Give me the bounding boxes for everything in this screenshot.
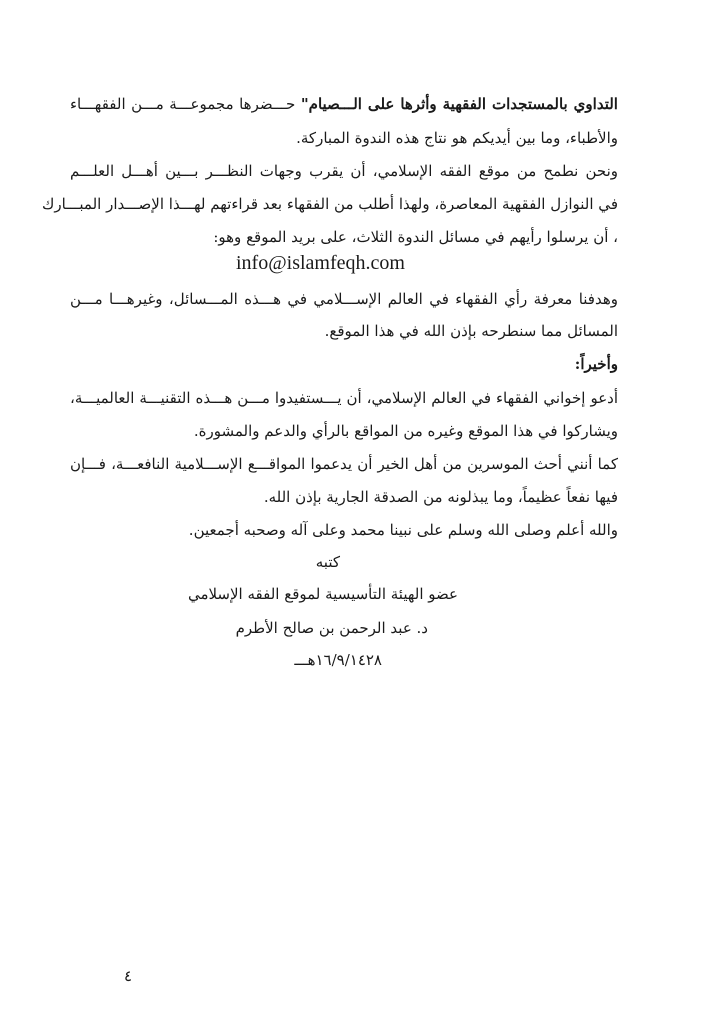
paragraph-2-line-2: في النوازل الفقهية المعاصرة، ولهذا أطلب من الفقهاء بعد قراءتهم لهـــذا الإصـــدار المبـــارك [42,195,618,213]
signature-date: ١٦/٩/١٤٢٨هـــ [294,651,382,669]
paragraph-2-line-3: ، أن يرسلوا رأيهم في مسائل الندوة الثلاث، على بريد الموقع وهو: [213,228,618,246]
paragraph-5-line-1: كما أنني أحث الموسرين من أهل الخير أن يدعموا المواقـــع الإســـلامية النافعـــة، فـــإن [70,455,618,473]
paragraph-3-line-2: المسائل مما سنطرحه بإذن الله في هذا الموقع. [324,322,618,340]
paragraph-3-line-1: وهدفنا معرفة رأي الفقهاء في العالم الإســـلامي في هـــذه المـــسائل، وغيرهـــا مـــن [70,290,618,308]
book-title: التداوي بالمستجدات الفقهية وأثرها على الـــصيام" [300,95,618,113]
paragraph-4-line-2: ويشاركوا في هذا الموقع وغيره من المواقع بالرأي والدعم والمشورة. [193,422,618,440]
signature-role: عضو الهيئة التأسيسية لموقع الفقه الإسلامي [187,585,458,603]
signature-name: د. عبد الرحمن بن صالح الأطرم [235,619,428,637]
paragraph-5-line-2: فيها نفعاً عظيماً، وما يبذلونه من الصدقة الجارية بإذن الله. [263,488,618,506]
signature-wrote: كتبه [315,553,340,571]
paragraph-2-line-1: ونحن نطمح من موقع الفقه الإسلامي، أن يقرب وجهات النظـــر بـــين أهـــل العلـــم [70,162,618,180]
finally-heading: وأخيراً: [574,355,618,373]
paragraph-4-line-1: أدعو إخواني الفقهاء في العالم الإسلامي، أن يـــستفيدوا مـــن هـــذه التقنيـــة العالميـــة، [70,389,618,407]
paragraph-1-rest: حـــضرها مجموعـــة مـــن الفقهـــاء [70,95,301,113]
paragraph-1-line-1 [70,93,618,115]
page-number: ٤ [124,967,133,985]
email-address: info@islamfeqh.com [236,252,405,274]
paragraph-1-line-2: والأطباء، وما بين أيديكم هو نتاج هذه الندوة المباركة. [296,129,618,147]
closing-prayer: والله أعلم وصلى الله وسلم على نبينا محمد وعلى آله وصحبه أجمعين. [188,521,618,539]
